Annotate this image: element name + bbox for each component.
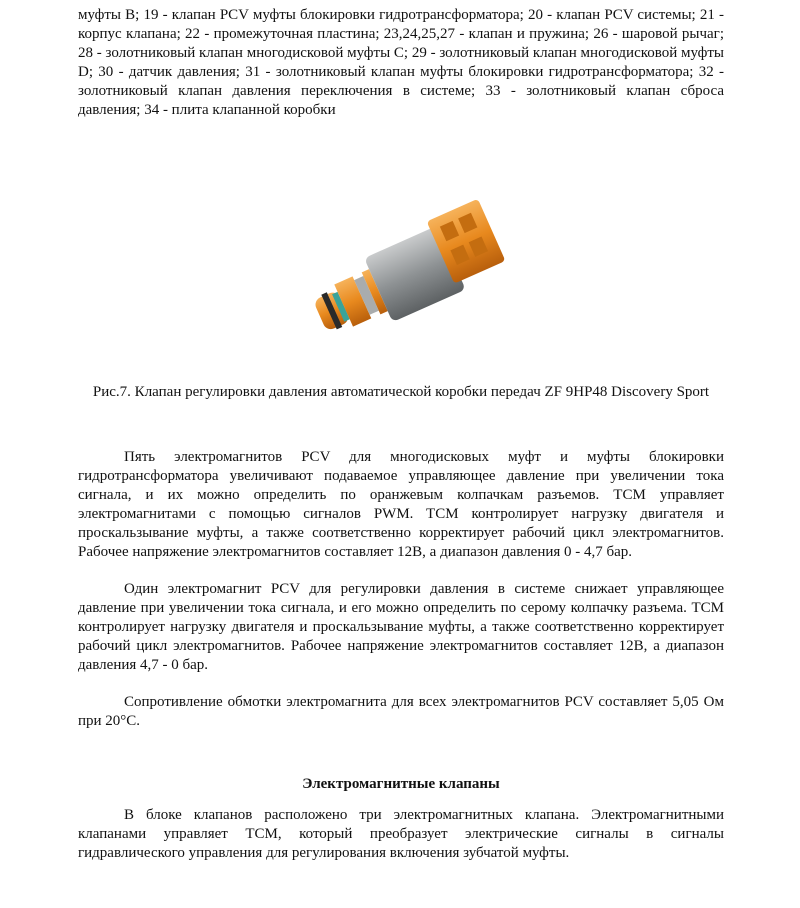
paragraph-resistance: Сопротивление обмотки электромагнита для всех электромагнитов PCV составляет 5,05 Ом при 20°C. <box>78 694 724 729</box>
figure-caption: Рис.7. Клапан регулировки давления автоматической коробки передач ZF 9HP48 Discovery Sport <box>92 384 710 400</box>
paragraph-pcv-system: Один электромагнит PCV для регулировки давления в системе снижает управляющее давление при увеличении тока сигнала, и его можно определить по серому колпачку разъема. TCM контролирует нагрузку двигателя и проскальзывание муфты, а также соответственно корректирует рабочий цикл электромагнитов. Рабочее напряжение электромагнитов составляет 12В, а диапазон давления 4,7 - 0 бар. <box>78 581 724 673</box>
parts-list-text: муфты B; 19 - клапан PCV муфты блокировки гидротрансформатора; 20 - клапан PCV системы; 21 - корпус клапана; 22 - промежуточная пластина; 23,24,25,27 - клапан и пружина; 26 - шаровой рычаг; 28 - золотниковый клапан многодисковой муфты C; 29 - золотниковый клапан многодисковой муфты D; 30 - датчик давления; 31 - золотниковый клапан муфты блокировки гидротрансформатора; 32 - золотниковый клапан давления переключения в системе; 33 - золотниковый клапан сброса давления; 34 - плита клапанной коробки <box>78 7 724 118</box>
pressure-valve-image <box>298 178 518 378</box>
paragraph-pcv-five: Пять электромагнитов PCV для многодисковых муфт и муфты блокировки гидротрансформатора увеличивают подаваемое управляющее давление при увеличении тока сигнала, и их можно определить по оранжевым колпачкам разъемов. TCM управляет электромагнитами с помощью сигналов PWM. TCM контролирует нагрузку двигателя и проскальзывание муфты, а также соответственно корректирует рабочий цикл электромагнитов. Рабочее напряжение электромагнитов составляет 12В, а диапазон давления 0 - 4,7 бар. <box>78 449 724 560</box>
document-page <box>78 6 724 863</box>
figure <box>78 120 724 382</box>
paragraph-solenoid-valves: В блоке клапанов расположено три электромагнитных клапана. Электромагнитными клапанами управляет TCM, который преобразует электрические сигналы в сигналы гидравлического управления для регулирования включения зубчатой муфты. <box>78 807 724 861</box>
section-heading: Электромагнитные клапаны <box>302 776 500 792</box>
